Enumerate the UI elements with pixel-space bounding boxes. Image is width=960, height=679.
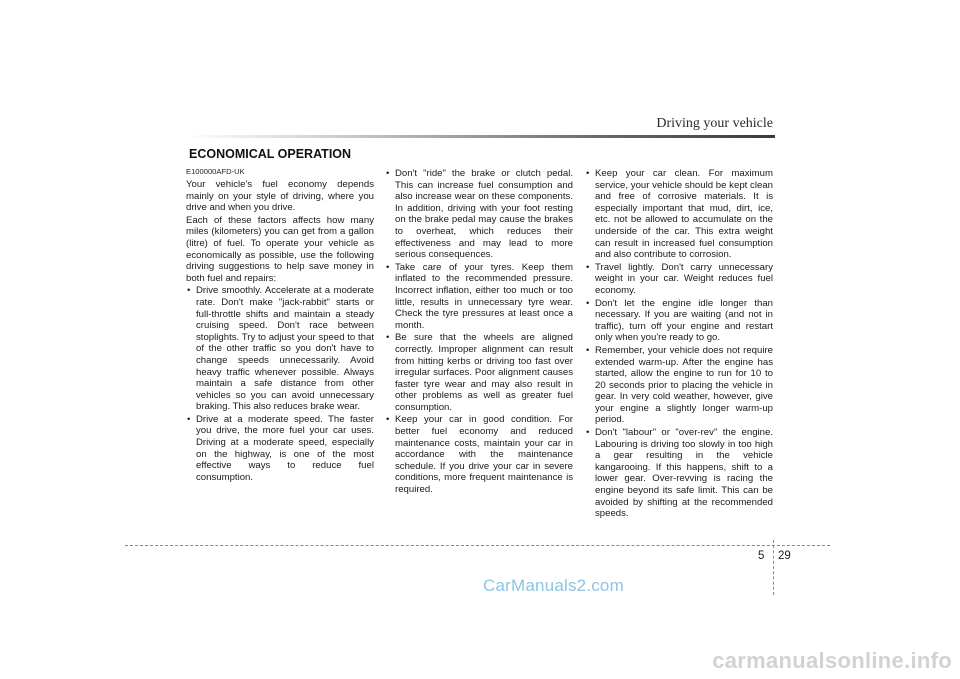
list-item [585,345,773,426]
bullet-icon: • [586,344,590,356]
bullet-icon: • [187,285,191,297]
list-item [385,332,573,413]
watermark-carmanualsonline: carmanualsonline.info [712,648,952,673]
bullet-icon: • [586,168,590,179]
list-item [585,168,773,261]
bullet-icon: • [386,261,390,273]
text-column-2 [385,168,573,497]
bullet-icon: • [386,168,390,179]
bullet-icon: • [386,414,390,426]
list-item [186,285,374,413]
bullet-list-col2 [385,168,573,496]
watermark-carmanuals2: CarManuals2.com [483,576,624,595]
list-item [186,414,374,484]
list-item [385,262,573,332]
header-rule [185,135,775,138]
page-number-divider [773,540,774,595]
list-item [385,414,573,495]
bullet-icon: • [187,413,191,425]
list-item-text: Remember, your vehicle does not require extended warm-up. After the engine has started, allow the engine to run for 10 to 20 seconds prior to placing the vehicle in gear. In very cold weather, however, give your engine a slightly longer warm-up period. [595,344,773,426]
list-item [585,262,773,297]
list-item-text: Don't let the engine idle longer than necessary. If you are waiting (and not in traffic), turn off your engine and restart only when you're ready to go. [595,297,773,344]
list-item-text: Travel lightly. Don't carry unnecessary weight in your car. Weight reduces fuel economy. [595,261,773,296]
list-item-text: Keep your car in good condition. For better fuel economy and reduced maintenance costs, maintain your car in accordance with the maintenance schedule. If you drive your car in severe conditions, more frequent maintenance is required. [395,414,573,496]
text-column-1 [186,166,374,484]
page-number: 29 [778,550,791,562]
intro-paragraph-1: Your vehicle's fuel economy depends mainly on your style of driving, where you drive and when you drive. [186,179,374,214]
bullet-icon: • [386,332,390,344]
list-item [385,168,573,261]
list-item-text: Drive smoothly. Accelerate at a moderate rate. Don't make "jack-rabbit" starts or full-throttle shifts and maintain a steady cruising speed. Don't race between stoplights. Try to adjust your speed to that of the other traffic so you don't have to change speeds unnecessarily. Avoid heavy traffic whenever possible. Always maintain a safe distance from other vehicles so you can avoid unnecessary braking. This also reduces brake wear. [196,285,374,413]
bullet-icon: • [586,261,590,273]
page-header-title: Driving your vehicle [656,116,773,131]
section-code: E100000AFD-UK [186,167,245,176]
footer-rule [125,545,830,546]
list-item [585,427,773,520]
text-column-3 [585,168,773,521]
chapter-number: 5 [758,550,765,562]
bullet-list-col1 [186,285,374,483]
intro-paragraph-2: Each of these factors affects how many miles (kilometers) you can get from a gallon (litre) of fuel. To operate your vehicle as economically as possible, use the following driving suggestions to help save money in both fuel and repairs: [186,214,374,284]
list-item [585,298,773,344]
list-item-text: Drive at a moderate speed. The faster you drive, the more fuel your car uses. Driving at a moderate speed, especially on the highway, is one of the most effective ways to reduce fuel consumption. [196,413,374,483]
bullet-icon: • [586,297,590,309]
bullet-icon: • [586,427,590,439]
section-title: ECONOMICAL OPERATION [189,147,352,161]
list-item-text: Take care of your tyres. Keep them inflated to the recommended pressure. Incorrect inflation, either too much or too little, results in unnecessary tyre wear. Check the tyre pressures at least once a month. [395,261,573,331]
list-item-text: Be sure that the wheels are aligned correctly. Improper alignment can result from hitting kerbs or driving too fast over irregular surfaces. Poor alignment causes faster tyre wear and may also result in other problems as well as greater fuel consumption. [395,332,573,413]
bullet-list-col3 [585,168,773,520]
list-item-text: Don't "ride" the brake or clutch pedal. This can increase fuel consumption and also increase wear on these components. In addition, driving with your foot resting on the brake pedal may cause the brakes to overheat, which reduces their effectiveness and may lead to more serious consequences. [395,168,573,261]
list-item-text: Don't "labour" or "over-rev" the engine. Labouring is driving too slowly in too high a gear resulting in the vehicle kangarooing. If this happens, shift to a lower gear. Over-revving is racing the engine beyond its safe limit. This can be avoided by shifting at the recommended speeds. [595,427,773,520]
list-item-text: Keep your car clean. For maximum service, your vehicle should be kept clean and free of corrosive materials. It is especially important that mud, dirt, ice, etc. not be allowed to accumulate on the underside of the car. This extra weight can result in increased fuel consumption and also contribute to corrosion. [595,168,773,261]
